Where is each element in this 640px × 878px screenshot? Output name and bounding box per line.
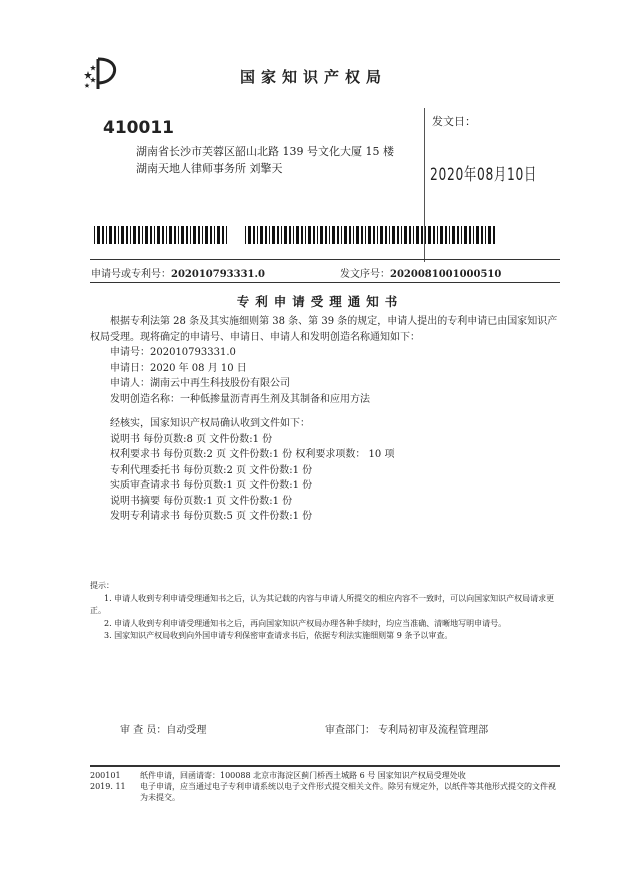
barcode-bar [365,226,366,244]
barcode-bar [162,226,164,244]
barcode-bar [325,226,327,244]
barcode-bar [281,226,282,244]
barcode-bar [385,226,387,244]
verified-intro: 经核实，国家知识产权局确认收到文件如下： [110,418,310,429]
barcode-bar [449,226,450,244]
footer-paper-notice: 纸件申请，回函请寄：100088 北京市海淀区蓟门桥西土城路 6 号 国家知识产权局受理处收 [140,771,466,780]
send-date-label: 发文日： [432,115,476,128]
barcode-bar [109,226,112,244]
barcode-bar [421,226,423,244]
barcode-bar [193,226,196,244]
barcode-bar [166,226,167,244]
footer [90,770,560,803]
barcode-bar [329,226,330,244]
barcode-bar [461,226,462,244]
barcode-bar [380,226,383,244]
address-line-2: 湖南天地人律师事务所 刘擎天 [136,162,283,175]
barcode-bar [186,226,188,244]
barcode-bar [226,226,227,244]
barcode-bar [337,226,339,244]
barcode-bar [142,226,143,244]
barcode-bar [469,226,471,244]
application-number-label: 申请号或专利号： [91,269,171,280]
barcode-bar [485,226,486,244]
barcode-bar [245,226,246,244]
barcode-bar [214,226,215,244]
file-line: 发明专利请求书 每份页数:5 页 文件份数:1 份 [110,511,313,522]
file-line: 说明书摘要 每份页数:1 页 文件份数:1 份 [110,495,293,507]
barcode-bar [373,226,375,244]
barcode-bar [118,226,119,244]
form-version: 2019. 11 [90,782,126,791]
barcode-bar [145,226,148,244]
tip-item: 3. 国家知识产权局收到向外国申请专利保密审查请求书后，依据专利法实施细则第 9 条予以审查。 [104,631,453,640]
tips-label: 提示： [90,581,114,590]
application-number: 202010793331.0 [171,269,265,280]
barcode-bar [269,226,270,244]
barcode-bar [464,226,467,244]
barcode-bar [205,226,208,244]
send-serial-row [340,265,501,280]
barcode-bar [102,226,104,244]
barcode-bar [114,226,116,244]
barcode-bar [253,226,255,244]
barcode-bar [202,226,203,244]
barcode-bar [174,226,176,244]
barcode-bar [413,226,414,244]
address-line-1: 湖南省长沙市芙蓉区韶山北路 139 号文化大厦 15 楼 [136,145,394,158]
divider-bottom [90,765,560,767]
barcode-bar [126,226,128,244]
send-date: 2020年08月10日 [430,165,537,185]
invention-title-line: 发明创造名称：一种低掺量沥青再生剂及其制备和应用方法 [110,393,370,405]
footer-electronic-notice: 电子申请，应当通过电子专利申请系统以电子文件形式提交相关文件。除另有规定外，以纸件等其他形式提交的文件视为未提交。 [140,782,556,802]
barcode-bar [404,226,407,244]
barcode-bar [437,226,438,244]
barcode-bar [356,226,359,244]
barcode-bar [320,226,323,244]
office-name: 国家知识产权局 [240,68,388,86]
postcode: 410011 [103,118,174,138]
barcode-bar [181,226,184,244]
applicant-line: 申请人：湖南云中再生科技股份有限公司 [110,378,290,389]
barcode-bar [416,226,419,244]
recipient-address [136,143,394,177]
barcode-bar [440,226,443,244]
barcode-bar [289,226,291,244]
barcode-bar [190,226,191,244]
barcode-bar [457,226,459,244]
barcode-bar [397,226,399,244]
barcode-bar [392,226,395,244]
barcode-bar [293,226,294,244]
barcode-bar [313,226,315,244]
application-date-line: 申请日：2020 年 08 月 10 日 [110,362,247,374]
barcode-bar [217,226,220,244]
barcode-bar [409,226,411,244]
barcode-bar [428,226,431,244]
barcode-bar [106,226,107,244]
file-line: 说明书 每份页数:8 页 文件份数:1 份 [110,433,273,445]
barcode-bar [341,226,342,244]
barcode-bar [277,226,279,244]
cnipa-logo-icon [84,55,122,91]
barcode-bar [284,226,287,244]
divider-top [90,259,560,260]
barcode-bar [150,226,152,244]
barcode-bar [272,226,275,244]
application-number-row [91,265,265,280]
barcode-bar [265,226,267,244]
barcode-bar [349,226,351,244]
barcode-bar [344,226,347,244]
document-title: 专利申请受理通知书 [236,294,404,309]
barcode-bar [94,226,95,244]
barcode-bar [476,226,479,244]
barcode-bar [445,226,447,244]
barcode-bar [154,226,155,244]
barcode-bar [248,226,251,244]
divider-middle [90,282,560,283]
barcode-bar [138,226,140,244]
tip-item: 1. 申请人收到专利申请受理通知书之后，认为其记载的内容与申请人所提交的相应内容不一致时，可以向国家知识产权局请求更正。 [90,593,555,615]
barcode-bar [368,226,371,244]
barcode-bar [377,226,378,244]
barcode-bar [97,226,100,244]
examining-department: 审查部门： 专利局初审及流程管理部 [325,725,489,736]
barcode-bar [389,226,390,244]
file-line: 权利要求书 每份页数:2 页 文件份数:1 份 权利要求项数： 10 项 [110,449,395,460]
footer-row [90,770,560,781]
tips-section [90,580,560,643]
barcode-bar [198,226,200,244]
barcode-bar [361,226,363,244]
barcode-left [94,226,229,244]
barcode-bar [305,226,306,244]
barcode-bar [121,226,124,244]
barcode-bar [296,226,299,244]
barcode-bar [433,226,435,244]
barcode-bar [488,226,491,244]
barcode-bar [133,226,136,244]
barcode-bar [332,226,335,244]
barcode-bar [130,226,131,244]
barcode-bar [222,226,224,244]
barcode-bar [473,226,474,244]
application-number-line: 申请号：202010793331.0 [110,347,236,358]
barcode-bar [425,226,426,244]
barcode-bar [301,226,303,244]
send-serial-number: 2020081001000510 [390,269,502,280]
barcode-bar [481,226,483,244]
barcode-bar [353,226,354,244]
barcode-bar [317,226,318,244]
barcode-bar [260,226,263,244]
footer-row [90,781,560,803]
barcode-bar [308,226,311,244]
barcode-bar [401,226,402,244]
barcode-right [245,226,497,244]
barcode-bar [257,226,258,244]
send-serial-label: 发文序号： [340,269,390,280]
intro-paragraph: 根据专利法第 28 条及其实施细则第 38 条、第 39 条的规定，申请人提出的专利申请已由国家知识产权局受理。现将确定的申请号、申请日、申请人和发明创造名称通知如下： [90,316,558,343]
examiner: 审 查 员：自动受理 [120,725,207,736]
notice-body [90,314,560,525]
tip-item: 2. 申请人收到专利申请受理通知书之后，再向国家知识产权局办理各种手续时，均应当准确、清晰地写明申请号。 [104,618,507,628]
barcode-bar [493,226,495,244]
file-line: 专利代理委托书 每份页数:2 页 文件份数:1 份 [110,464,313,476]
barcode-bar [169,226,172,244]
form-code: 200101 [90,771,121,780]
barcode-bar [157,226,160,244]
barcode-bar [210,226,212,244]
barcode-bar [452,226,455,244]
file-line: 实质审查请求书 每份页数:1 页 文件份数:1 份 [110,480,313,491]
barcode-bar [178,226,179,244]
